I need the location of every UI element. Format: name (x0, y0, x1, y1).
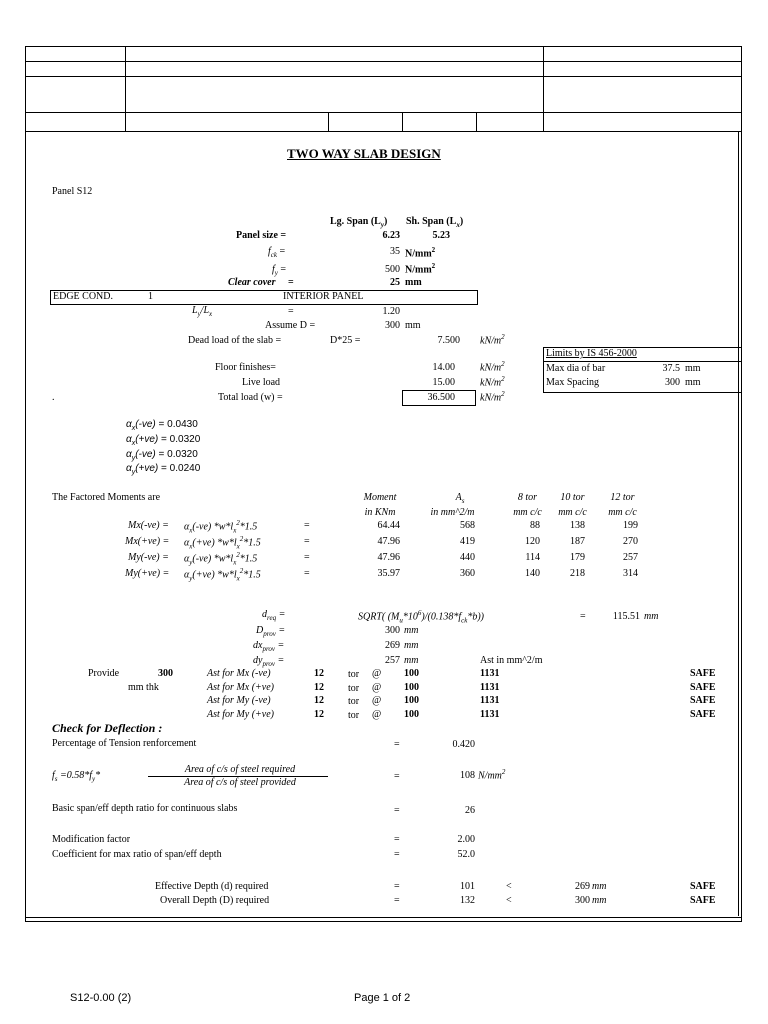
max-dia-value: 37.5 (662, 363, 680, 374)
moments-label: The Factored Moments are (52, 492, 161, 503)
eff-depth-label: Effective Depth (d) required (155, 881, 269, 892)
panel-long-value: 6.23 (382, 230, 400, 241)
limits-title: Limits by IS 456-2000 (546, 348, 637, 359)
edge-description: INTERIOR PANEL (283, 291, 364, 302)
dx-value: 269 (385, 640, 400, 651)
dead-load-expr: D*25 = (330, 335, 361, 346)
overall-depth-eq: = (394, 895, 400, 906)
basic-value: 26 (465, 805, 475, 816)
cover-unit: mm (405, 277, 422, 288)
alpha-y-neg: $\alpha_y(-ve) = 0.0320$ (126, 449, 198, 462)
ratio-eq: = (288, 306, 294, 317)
moment-header: Moment (363, 492, 397, 503)
pct-value: 0.420 (452, 739, 475, 750)
assume-unit: mm (405, 320, 421, 331)
dreq-label: $d_{req}$ = (262, 609, 286, 622)
provide-thk: mm thk (128, 682, 159, 693)
overall-depth-lt: < (506, 895, 512, 906)
overall-depth-label: Overall Depth (D) required (160, 895, 270, 906)
status-badge: SAFE (690, 695, 716, 706)
dy-label: $dy_{prov}$ = (253, 655, 285, 668)
ratio-value: 1.20 (382, 306, 400, 317)
assume-label: Assume D = (265, 320, 316, 331)
eff-depth-unit: mm (592, 881, 607, 892)
edge-label: EDGE COND. (53, 291, 113, 302)
total-load-unit: $kN/m^2$ (480, 390, 505, 404)
dreq-value: 115.51 (612, 611, 640, 622)
coef-value: 52.0 (457, 849, 475, 860)
tor10-header: 10 tor (560, 492, 585, 503)
basic-eq: = (394, 805, 400, 816)
status-badge: SAFE (690, 668, 716, 679)
coef-label: Coefficient for max ratio of span/eff depth (52, 849, 222, 860)
max-dia-label: Max dia of bar (546, 363, 606, 374)
panel-label: Panel S12 (52, 186, 93, 197)
cover-eq: = (288, 277, 294, 288)
floor-finish-label: Floor finishes= (215, 362, 276, 373)
dx-label: $dx_{prov}$ = (253, 640, 285, 653)
cover-value: 25 (390, 277, 400, 288)
fy-unit: $N/mm^2$ (405, 262, 436, 276)
alpha-x-pos: $\alpha_x(+ve) = 0.0320$ (126, 434, 201, 447)
footer-sheet-id: S12-0.00 (2) (70, 992, 132, 1004)
page-title: TWO WAY SLAB DESIGN (287, 146, 441, 161)
alpha-y-pos: $\alpha_y(+ve) = 0.0240$ (126, 463, 201, 476)
pct-eq: = (394, 739, 400, 750)
max-spacing-value: 300 (665, 377, 680, 388)
dead-load-label: Dead load of the slab = (188, 335, 282, 346)
fs-eq: = (394, 771, 400, 782)
coef-eq: = (394, 849, 400, 860)
fs-unit: $N/mm^2$ (478, 768, 506, 782)
cover-label: Clear cover (228, 277, 276, 288)
max-spacing-unit: mm (685, 377, 701, 388)
Dprov-value: 300 (385, 625, 400, 636)
status-badge: SAFE (690, 682, 716, 693)
edge-condition-box (50, 290, 478, 305)
eff-depth-lt: < (506, 881, 512, 892)
total-load-label: Total load (w) = (218, 392, 283, 403)
fs-numerator: Area of c/s of steel required (184, 764, 296, 775)
dead-load-value: 7.500 (437, 335, 460, 346)
panel-short-value: 5.23 (432, 230, 450, 241)
fck-label: $f_{ck}$ = (268, 246, 286, 259)
basic-label: Basic span/eff depth ratio for continuous slabs (52, 803, 238, 814)
floor-finish-unit: $kN/m^2$ (480, 360, 505, 374)
max-spacing-label: Max Spacing (546, 377, 600, 388)
fy-label: $f_y$ = (272, 264, 287, 277)
dy-value: 257 (385, 655, 400, 666)
panel-size-label: Panel size = (236, 230, 287, 241)
fs-label: $f_s =0.58*f_y*$ (52, 770, 101, 783)
tor12-unit: mm c/c (608, 507, 637, 518)
footer-page-number: Page 1 of 2 (354, 992, 411, 1004)
fy-value: 500 (385, 264, 400, 275)
long-span-header: Lg. Span $(L_y)$ (330, 216, 388, 229)
tor8-header: 8 tor (517, 492, 538, 503)
mod-value: 2.00 (457, 834, 475, 845)
short-span-header: Sh. Span $(L_x)$ (406, 216, 464, 229)
overall-depth-value: 132 (460, 895, 475, 906)
mod-eq: = (394, 834, 400, 845)
tor8-unit: mm c/c (513, 507, 542, 518)
provide-label: Provide (88, 668, 120, 679)
Dprov-unit: mm (404, 625, 419, 636)
fck-unit: $N/mm^2$ (405, 246, 436, 260)
eff-depth-value: 101 (460, 881, 475, 892)
dreq-unit: mm (644, 611, 659, 622)
overall-depth-unit: mm (592, 895, 607, 906)
overall-depth-cmp: 300 (575, 895, 590, 906)
pct-label: Percentage of Tension renforcement (52, 738, 197, 749)
floor-finish-value: 14.00 (432, 362, 455, 373)
dx-unit: mm (404, 640, 419, 651)
fs-denominator: Area of c/s of steel provided (184, 777, 296, 788)
eff-depth-cmp: 269 (575, 881, 590, 892)
dead-load-unit: $kN/m^2$ (480, 333, 505, 347)
max-dia-unit: mm (685, 363, 701, 374)
status-badge: SAFE (690, 881, 716, 892)
assume-value: 300 (385, 320, 400, 331)
Dprov-label: $D_{prov}$ = (256, 625, 286, 638)
moment-unit: in KNm (364, 507, 396, 518)
ast-label: Ast in mm^2/m (480, 655, 543, 666)
fck-value: 35 (390, 246, 400, 257)
tor10-unit: mm c/c (558, 507, 587, 518)
alpha-x-neg: $\alpha_x(-ve) = 0.0430$ (126, 419, 198, 432)
tor12-header: 12 tor (610, 492, 635, 503)
stray-dot: . (52, 392, 55, 403)
mod-label: Modification factor (52, 834, 131, 845)
live-load-unit: $kN/m^2$ (480, 375, 505, 389)
dreq-formula: SQRT( $(M_u*10^6)/(0.138*f_{ck}*b)$) (358, 609, 484, 625)
total-load-value: 36.500 (427, 392, 455, 403)
dy-unit: mm (404, 655, 419, 666)
live-load-value: 15.00 (432, 377, 455, 388)
deflection-title: Check for Deflection : (52, 721, 163, 735)
status-badge: SAFE (690, 895, 716, 906)
fs-value: 108 (460, 770, 475, 781)
ratio-label: $L_y/L_x$ (192, 305, 213, 318)
as-unit: in mm^2/m (430, 507, 475, 518)
edge-number: 1 (148, 291, 153, 302)
as-header: $A_s$ (455, 492, 465, 505)
status-badge: SAFE (690, 709, 716, 720)
live-load-label: Live load (242, 377, 281, 388)
provide-value: 300 (158, 668, 173, 679)
dreq-eq2: = (580, 611, 586, 622)
eff-depth-eq: = (394, 881, 400, 892)
